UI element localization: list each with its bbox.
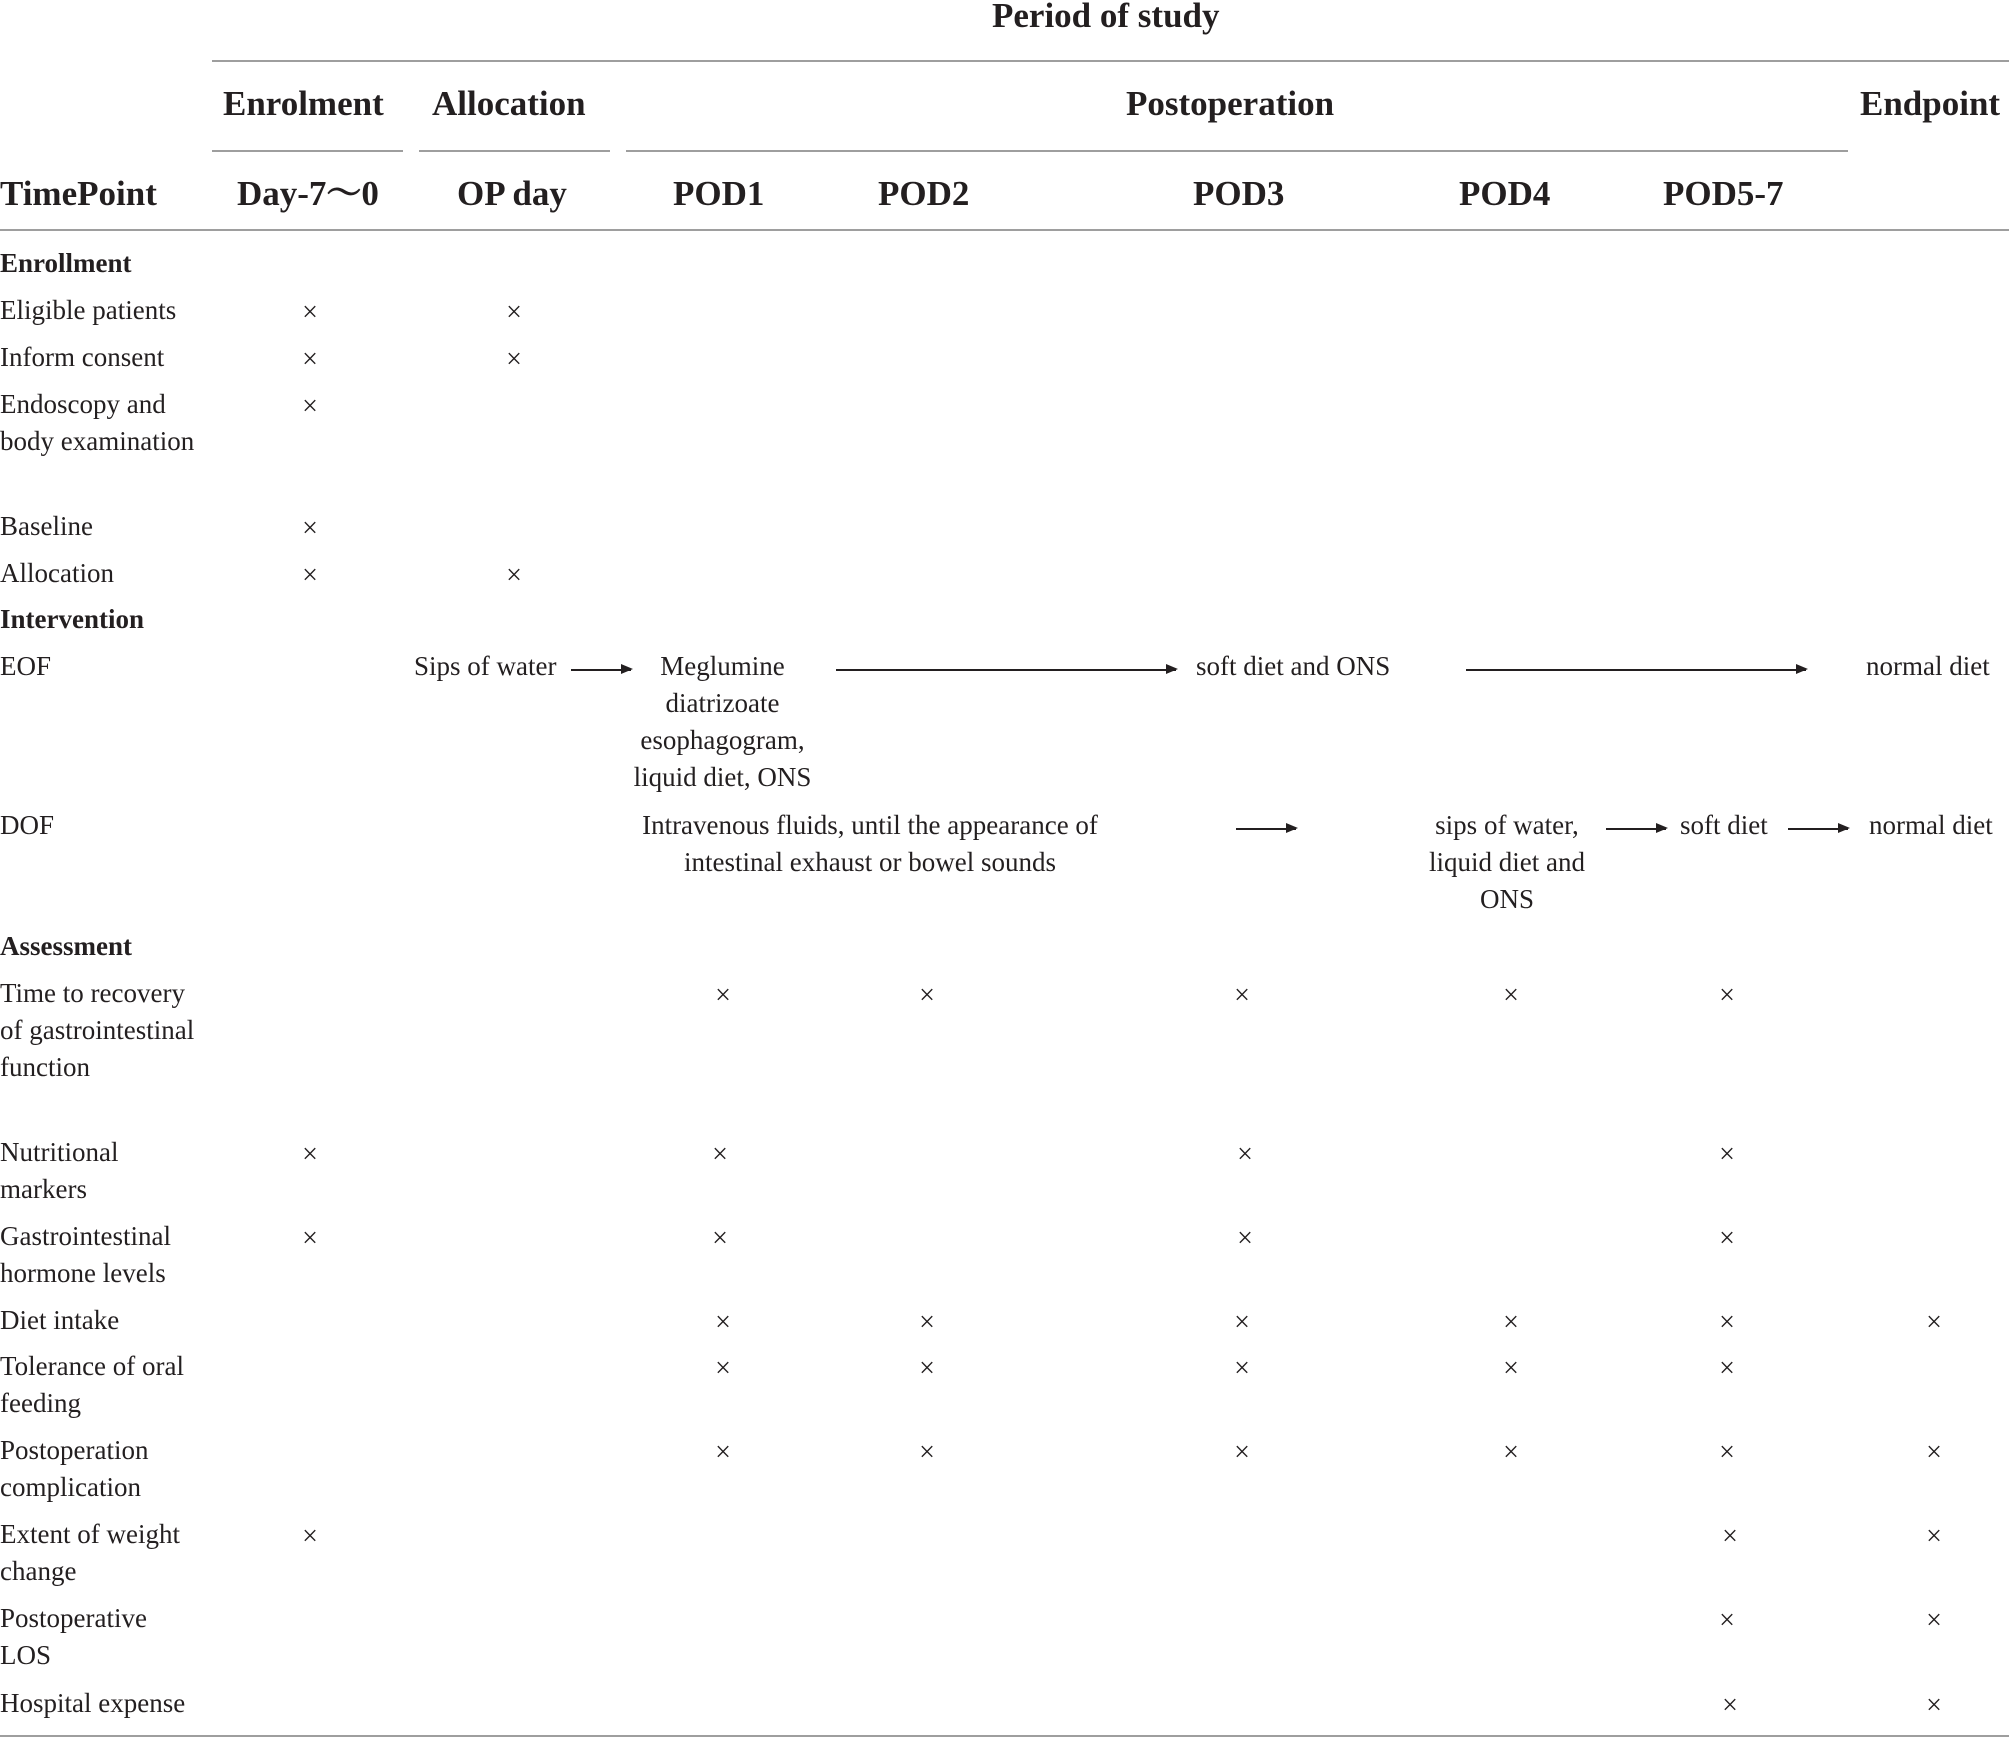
- mark: ×: [1503, 1307, 1519, 1338]
- mark: ×: [1722, 1521, 1738, 1552]
- mark: ×: [919, 1307, 935, 1338]
- row-label-hormone: Gastrointestinal hormone levels: [0, 1221, 171, 1288]
- group-enrolment: Enrolment: [223, 84, 384, 123]
- mark: ×: [715, 1353, 731, 1384]
- rule-under-header: [0, 229, 2009, 231]
- mark: ×: [1719, 1139, 1735, 1170]
- mark: ×: [1234, 1307, 1250, 1338]
- rule-under-allocation: [419, 150, 610, 152]
- mark: ×: [506, 560, 522, 591]
- dof-arrow-1: [1236, 828, 1296, 830]
- row-label-consent: Inform consent: [0, 342, 165, 372]
- row-label-nutritional: Nutritional markers: [0, 1137, 119, 1204]
- mark: ×: [302, 344, 318, 375]
- mark: ×: [712, 1139, 728, 1170]
- mark: ×: [1926, 1437, 1942, 1468]
- timepoint-label: TimePoint: [0, 174, 157, 213]
- dof-normal-diet: normal diet: [1869, 810, 1993, 840]
- row-label-eligible: Eligible patients: [0, 295, 177, 325]
- col-pod3: POD3: [1193, 174, 1285, 213]
- dof-arrow-3: [1788, 828, 1848, 830]
- row-label-allocation: Allocation: [0, 558, 114, 588]
- mark: ×: [302, 560, 318, 591]
- mark: ×: [1926, 1605, 1942, 1636]
- row-label-los: Postoperative LOS: [0, 1603, 147, 1670]
- mark: ×: [919, 1437, 935, 1468]
- dof-sips-liquid-ons: sips of water, liquid diet and ONS: [1429, 810, 1585, 914]
- mark: ×: [1719, 1307, 1735, 1338]
- row-label-baseline: Baseline: [0, 511, 93, 541]
- mark: ×: [1719, 1223, 1735, 1254]
- mark: ×: [919, 980, 935, 1011]
- mark: ×: [1234, 1437, 1250, 1468]
- col-op-day: OP day: [457, 174, 567, 213]
- col-pod1: POD1: [673, 174, 765, 213]
- mark: ×: [1719, 1353, 1735, 1384]
- mark: ×: [1234, 1353, 1250, 1384]
- mark: ×: [919, 1353, 935, 1384]
- row-label-weight: Extent of weight change: [0, 1519, 180, 1586]
- mark: ×: [506, 297, 522, 328]
- mark: ×: [302, 1139, 318, 1170]
- row-label-tolerance: Tolerance of oral feeding: [0, 1351, 185, 1418]
- eof-arrow-3: [1466, 669, 1806, 671]
- mark: ×: [1719, 980, 1735, 1011]
- mark: ×: [302, 297, 318, 328]
- mark: ×: [1926, 1307, 1942, 1338]
- mark: ×: [1719, 1437, 1735, 1468]
- mark: ×: [302, 1521, 318, 1552]
- mark: ×: [1926, 1521, 1942, 1552]
- mark: ×: [1503, 1437, 1519, 1468]
- section-assessment: Assessment: [0, 931, 132, 961]
- mark: ×: [302, 513, 318, 544]
- mark: ×: [1926, 1690, 1942, 1721]
- mark: ×: [715, 980, 731, 1011]
- mark: ×: [506, 344, 522, 375]
- col-pod2: POD2: [878, 174, 970, 213]
- eof-arrow-2: [836, 669, 1176, 671]
- section-intervention: Intervention: [0, 604, 144, 634]
- eof-sips-of-water: Sips of water: [414, 651, 557, 681]
- rule-under-postoperation: [626, 150, 1848, 152]
- period-of-study-header: Period of study: [992, 0, 1220, 35]
- eof-soft-diet-ons: soft diet and ONS: [1196, 651, 1391, 681]
- mark: ×: [1503, 1353, 1519, 1384]
- row-label-endoscopy: Endoscopy and body examination: [0, 389, 195, 456]
- row-label-complication: Postoperation complication: [0, 1435, 149, 1502]
- group-allocation: Allocation: [432, 84, 586, 123]
- dof-arrow-2: [1606, 828, 1666, 830]
- rule-under-enrolment: [212, 150, 403, 152]
- row-label-time-recovery: Time to recovery of gastrointestinal function: [0, 978, 195, 1082]
- mark: ×: [1722, 1690, 1738, 1721]
- section-enrollment: Enrollment: [0, 248, 132, 278]
- mark: ×: [712, 1223, 728, 1254]
- group-postoperation: Postoperation: [1126, 84, 1335, 123]
- dof-soft-diet: soft diet: [1680, 810, 1768, 840]
- col-pod5-7: POD5-7: [1663, 174, 1784, 213]
- mark: ×: [302, 1223, 318, 1254]
- rule-bottom: [0, 1735, 2009, 1737]
- row-label-expense: Hospital expense: [0, 1688, 186, 1718]
- mark: ×: [1234, 980, 1250, 1011]
- mark: ×: [1237, 1223, 1253, 1254]
- mark: ×: [302, 391, 318, 422]
- mark: ×: [1237, 1139, 1253, 1170]
- col-pod4: POD4: [1459, 174, 1551, 213]
- mark: ×: [715, 1307, 731, 1338]
- eof-meglumine: Meglumine diatrizoate esophagogram, liquid diet, ONS: [633, 651, 812, 792]
- col-day-7-0: Day-7～0: [237, 174, 379, 213]
- mark: ×: [1719, 1605, 1735, 1636]
- mark: ×: [1503, 980, 1519, 1011]
- dof-intravenous-fluids: Intravenous fluids, until the appearance of intestinal exhaust or bowel sounds: [642, 810, 1098, 877]
- row-label-dof: DOF: [0, 810, 55, 840]
- mark: ×: [715, 1437, 731, 1468]
- eof-normal-diet: normal diet: [1866, 651, 1990, 681]
- row-label-eof: EOF: [0, 651, 52, 681]
- rule-under-period: [212, 60, 2009, 62]
- group-endpoint: Endpoint: [1860, 84, 2001, 123]
- row-label-diet-intake: Diet intake: [0, 1305, 120, 1335]
